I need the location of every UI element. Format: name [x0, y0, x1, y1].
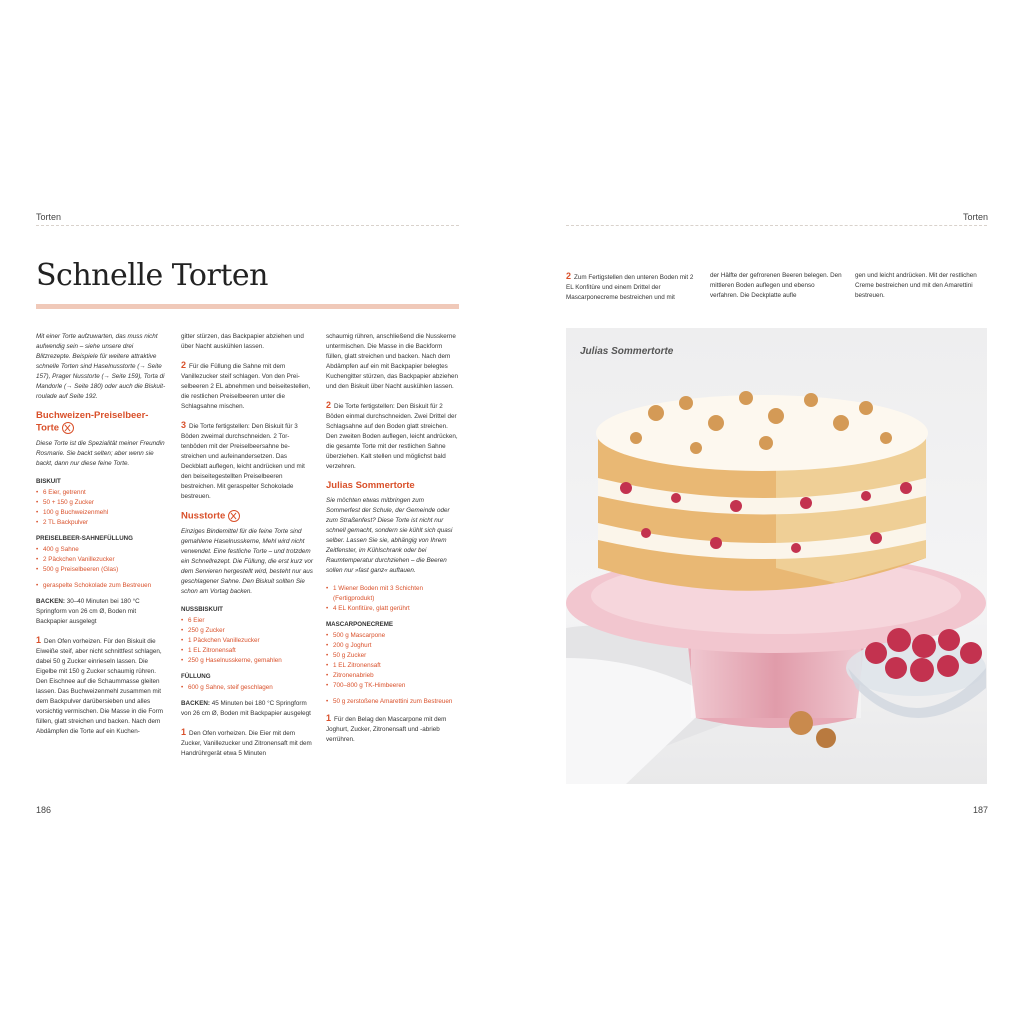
quick-recipe-icon: [62, 422, 74, 434]
ingredient-item: • 500 g Preiselbeeren (Glas): [36, 565, 168, 575]
ingredient-group-title: BISKUIT: [36, 477, 61, 485]
text-column-4: [566, 271, 698, 311]
step-3: 3 Die Torte fertigstellen: Den Biskuit für 3 Böden zweimal durchschneiden. 2 Tortenböden mit der Preiselbeersahne bestreichen und aufeinandersetzen. Das Deckblatt auflegen, leicht andrücken und mit den beiseitegestellten Preiselbeeren bestreichen. Mit geraspelter Schokolade bestreuen.: [181, 420, 305, 500]
ingredient-item: • 500 g Mascarpone: [326, 631, 459, 641]
step-1: 1 Den Ofen vorheizen. Die Eier mit dem Zucker, Vanillezucker und Zitronensaft mit dem Handrührgerät etwa 5 Minuten: [181, 726, 312, 757]
ingredient-item: • 400 g Sahne: [36, 545, 168, 555]
step-2-continued: der Hälfte der gefrorenen Beeren belegen. Den mittleren Boden auflegen und ebenso verfahren. Die Deckplatte aufle: [710, 272, 842, 299]
step-1: 1 Für den Belag den Mascarpone mit dem Joghurt, Zucker, Zitronensaft und -abrieb verrühren.: [326, 713, 447, 743]
ingredient-item: • Zitronenabrieb: [326, 671, 459, 681]
step-1-continued: gitter stürzen, das Backpapier abziehen und über Nacht auskühlen lassen.: [181, 333, 304, 350]
header-rule-right: [566, 225, 987, 226]
text-column-5: [710, 271, 842, 309]
ingredient-list: [326, 697, 459, 707]
intro-text: Mit einer Torte aufzuwarten, das muss nicht aufwendig sein – siehe unsere drei Blitzrezepte. Beispiele für weitere attraktive schnelle Torten sind Haselnusstorte (→ Seite 157), Prager Nusstorte (→ Seite 159), Torta di Mandorle (→ Seite 180) oder auch die Biskuitroulade auf Seite 192.: [36, 333, 166, 400]
recipe-title-nusstorte: Nusstorte: [181, 510, 313, 523]
ingredient-item: • 1 EL Zitronensaft: [181, 646, 313, 656]
step-2: 2 Für die Füllung die Sahne mit dem Vanillezucker steif schlagen. Von den Preiselbeeren 2 EL abnehmen und beiseitestellen, die restlichen Preiselbeeren unter die Schlagsahne mischen.: [181, 360, 311, 410]
ingredient-group-title: FÜLLUNG: [181, 672, 211, 680]
photo-caption: Julias Sommertorte: [580, 346, 674, 357]
running-header-left: Torten: [36, 212, 62, 222]
ingredient-group-title: NUSSBISKUIT: [181, 605, 223, 613]
ingredient-item: • 100 g Buchweizenmehl: [36, 508, 168, 518]
ingredient-item: • 50 g zerstoßene Amarettini zum Bestreuen: [326, 697, 459, 707]
ingredient-list: [326, 584, 459, 614]
ingredient-item: • 4 EL Konfitüre, glatt gerührt: [326, 604, 459, 614]
ingredient-item: • 6 Eier, getrennt: [36, 488, 168, 498]
text-column-6: [855, 271, 987, 309]
cream-top: [596, 395, 928, 471]
baking-info: BACKEN: 30–40 Minuten bei 180 °C Springform von 26 cm Ø, Boden mit Backpapier ausgelegt: [36, 597, 140, 625]
recipe-title-buchweizen: Buchweizen-Preiselbeer-Torte: [36, 410, 149, 434]
recipe-description: Diese Torte ist die Spezialität meiner Freundin Rosmarie. Sie backt selten; aber wenn sie backt, dann nur diese feine Torte.: [36, 439, 165, 467]
recipe-description: Sie möchten etwas mitbringen zum Sommerfest der Schule, der Gemeinde oder zum Straßenfest? Diese Torte ist nicht nur schnell gemacht, sondern sie kühlt sich quasi selber. Lassen Sie sie, abhängig von Ihrem Zeitfenster, im Kühlschrank oder bei Raumtemperatur durchziehen – die Beeren sollen nur »fast ganz« auftauen.: [326, 497, 453, 574]
step-2: 2 Zum Fertigstellen den unteren Boden mit 2 EL Konfitüre und einem Drittel der Mascarponecreme bestreichen und mit: [566, 271, 694, 301]
step-1: 1 Den Ofen vorheizen. Für den Biskuit die Eiweiße steif, aber nicht schnittfest schlagen, dabei 50 g Zucker einrieseln lassen. Die Eigelbe mit 150 g Zucker schaumig rühren. Den Eischnee auf die Schaummasse gleiten lassen. Das Buchweizenmehl zusammen mit dem Backpulver darübersieben und alles vorsichtig vermischen. Die Masse in die Form füllen, glatt streichen und backen. Nach dem Abdämpfen die Torte auf ein Kuchen-: [36, 634, 164, 735]
ingredient-item: • geraspelte Schokolade zum Bestreuen: [36, 581, 168, 591]
page-number-left: 186: [36, 805, 52, 815]
step-2-continued: gen und leicht andrücken. Mit der restlichen Creme bestreichen und mit den Amarettini bestreuen.: [855, 272, 977, 299]
ingredient-item: • 200 g Joghurt: [326, 641, 459, 651]
ingredient-item: • 250 g Haselnusskerne, gemahlen: [181, 656, 313, 666]
ingredient-group-title: MASCARPONECREME: [326, 621, 394, 628]
ingredient-item: • 1 EL Zitronensaft: [326, 661, 459, 671]
ingredient-item: • 1 Wiener Boden mit 3 Schichten (Fertigprodukt): [326, 584, 459, 604]
ingredient-item: • 50 + 150 g Zucker: [36, 498, 168, 508]
amarettini-cookie: [816, 728, 836, 748]
ingredient-group-title: PREISELBEER-SAHNEFÜLLUNG: [36, 534, 133, 542]
cake-photo: [566, 328, 987, 784]
ingredient-item: • 600 g Sahne, steif geschlagen: [181, 683, 313, 693]
baking-info: BACKEN: 45 Minuten bei 180 °C Springform von 26 cm Ø, Boden mit Backpapier ausgelegt: [181, 699, 311, 717]
page-number-right: 187: [972, 805, 988, 815]
header-rule-left: [36, 225, 459, 226]
ingredient-list: [181, 683, 313, 693]
ingredient-item: • 2 TL Backpulver: [36, 518, 168, 528]
ingredient-item: • 250 g Zucker: [181, 626, 313, 636]
text-column-1: [36, 332, 168, 745]
amarettini-cookie: [789, 711, 813, 735]
recipe-title-sommertorte: Julias Sommertorte: [326, 480, 415, 491]
ingredient-item: • 50 g Zucker: [326, 651, 459, 661]
text-column-3: [326, 332, 459, 753]
text-column-2: [181, 332, 313, 767]
running-header-right: Torten: [962, 212, 988, 222]
page-title: Schnelle Torten: [36, 258, 268, 293]
step-1-continued: schaumig rühren, anschließend die Nusskerne untermischen. Die Masse in die Backform füllen, glatt streichen und backen. Nach dem Abdämpfen auf ein mit Backpapier belegtes Kuchengitter stürzen, das Backpapier abziehen und den Biskuit über Nacht auskühlen lassen.: [326, 333, 458, 390]
ingredient-list: [181, 616, 313, 666]
ingredient-item: • 2 Päckchen Vanillezucker: [36, 555, 168, 565]
cake-illustration: [566, 328, 987, 784]
ingredient-list: [326, 631, 459, 691]
ingredient-list: [36, 545, 168, 575]
step-2: 2 Die Torte fertigstellen: Den Biskuit für 2 Böden einmal durchschneiden. Zwei Drittel der Schlagsahne auf den Boden glatt streichen. Den zweiten Boden auflegen, leicht andrücken, die gesamte Torte mit der restlichen Sahne überziehen. Kalt stellen und möglichst bald verzehren.: [326, 400, 458, 470]
ingredient-item: • 700–800 g TK-Himbeeren: [326, 681, 459, 691]
recipe-description: Einziges Bindemittel für die feine Torte sind gemahlene Haselnusskerne, Mehl wird nicht verwendet. Eine festliche Torte – und trotzdem ein Schnellrezept. Die Füllung, die erst kurz vor dem Servieren hergestellt wird, besteht nur aus geschlagener Sahne. Den Biskuit sollten Sie schon am Vortag backen.: [181, 527, 313, 595]
quick-recipe-icon: [228, 510, 240, 522]
ingredient-item: • 6 Eier: [181, 616, 313, 626]
title-accent-bar: [36, 304, 459, 309]
ingredient-list: [36, 581, 168, 591]
ingredient-list: [36, 488, 168, 528]
ingredient-item: • 1 Päckchen Vanillezucker: [181, 636, 313, 646]
